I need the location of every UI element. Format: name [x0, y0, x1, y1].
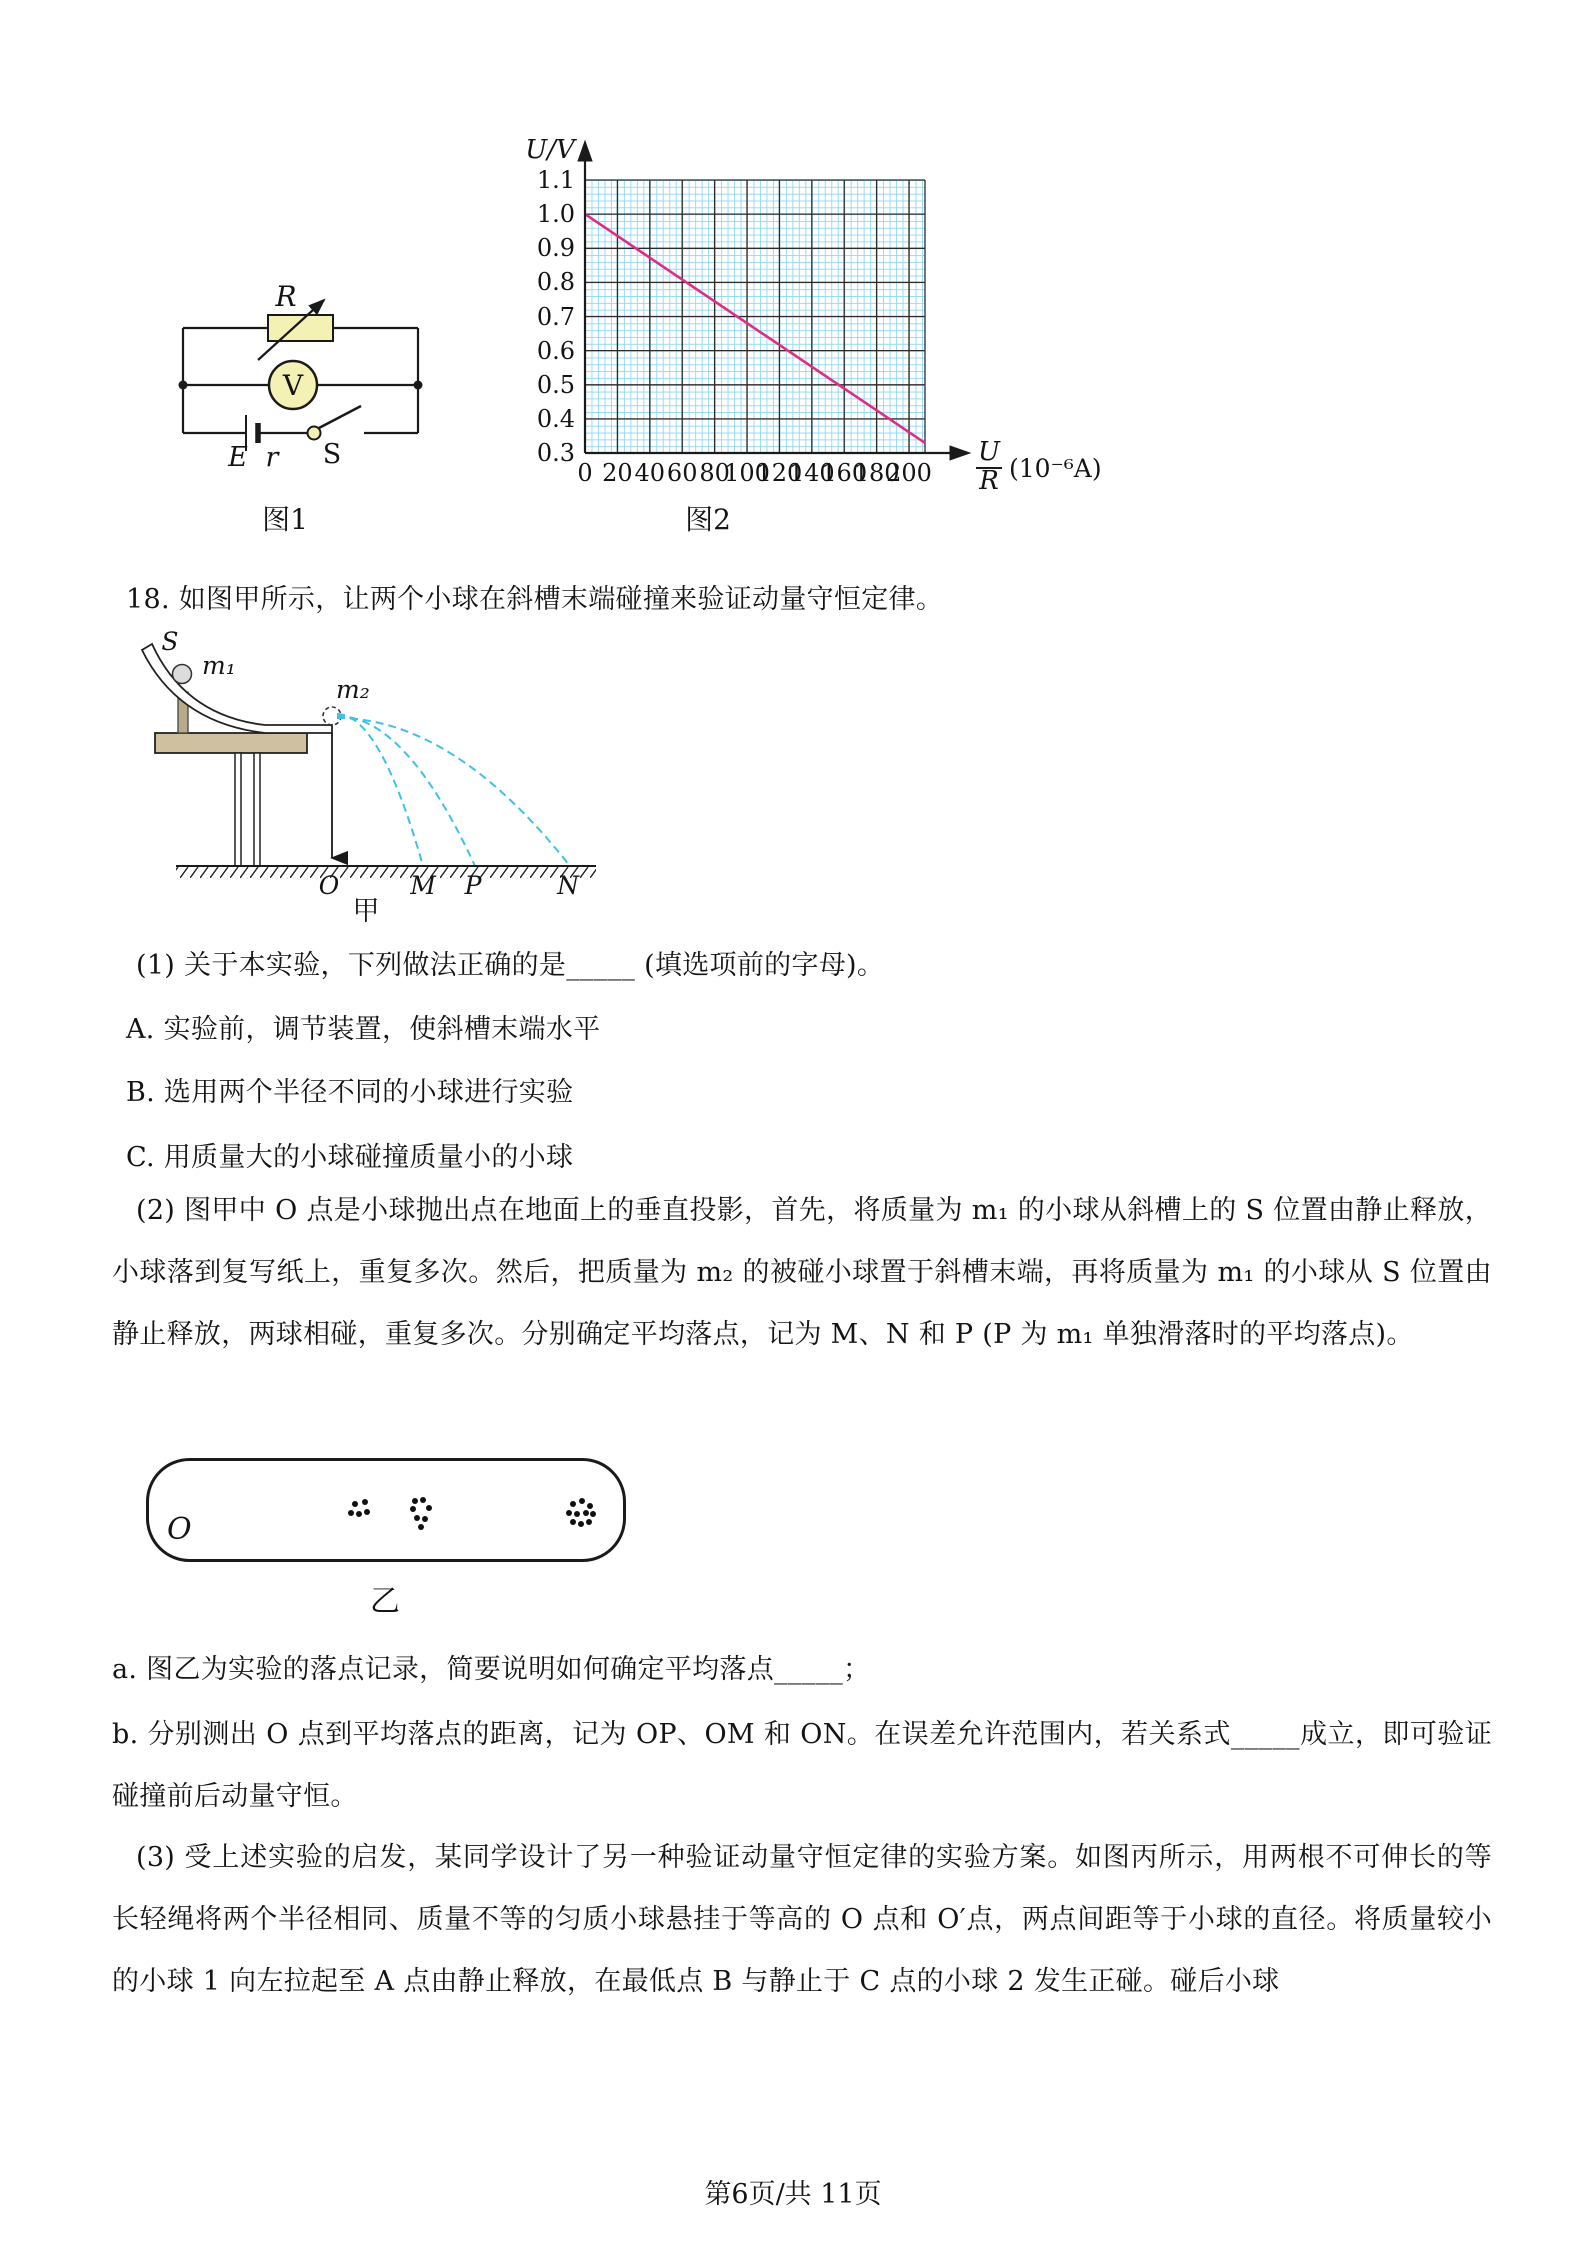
svg-text:1.0: 1.0: [536, 200, 575, 228]
svg-text:P: P: [464, 871, 482, 900]
option-b: B. 选用两个半径不同的小球进行实验: [126, 1077, 574, 1108]
option-a: A. 实验前，调节装置，使斜槽末端水平: [126, 1014, 601, 1045]
svg-text:60: 60: [666, 459, 698, 487]
origin-label: O: [167, 1512, 192, 1547]
svg-text:140: 140: [788, 459, 835, 487]
svg-text:0.5: 0.5: [536, 371, 575, 399]
part1-question: (1) 关于本实验，下列做法正确的是_____ (填选项前的字母)。: [136, 950, 885, 981]
trajectory-curves: [337, 714, 570, 866]
svg-text:0.4: 0.4: [536, 405, 575, 433]
svg-text:0.9: 0.9: [536, 234, 575, 262]
svg-text:0.6: 0.6: [536, 337, 575, 365]
svg-text:200: 200: [886, 459, 932, 487]
table-leg: [235, 753, 241, 866]
item-a: a. 图乙为实验的落点记录，简要说明如何确定平均落点_____；: [112, 1654, 871, 1685]
circuit-figure: [158, 268, 448, 498]
ball-m1: [173, 665, 192, 684]
svg-text:R: R: [979, 466, 999, 490]
table-top: [155, 733, 307, 753]
question-18-stem: 18. 如图甲所示，让两个小球在斜槽末端碰撞来验证动量守恒定律。: [126, 584, 944, 615]
record-paper-outline: [148, 1460, 625, 1561]
svg-text:100: 100: [724, 459, 770, 487]
emf-label: E: [228, 442, 248, 473]
voltmeter-label: V: [282, 369, 304, 402]
item-b: b. 分别测出 O 点到平均落点的距离，记为 OP、OM 和 ON。在误差允许范围内，若关系式_____成立，即可验证碰撞前后动量守恒。: [112, 1719, 1492, 1812]
svg-text:N: N: [557, 871, 579, 900]
svg-text:1.1: 1.1: [536, 166, 575, 194]
svg-text:0.3: 0.3: [536, 439, 575, 467]
svg-text:0: 0: [577, 459, 593, 487]
table-leg: [254, 753, 260, 866]
figure1-caption: 图1: [262, 503, 308, 536]
figure-jia-caption: 甲: [352, 896, 380, 926]
ground-hatch: [176, 867, 596, 879]
part2-paragraph: (2) 图甲中 O 点是小球抛出点在地面上的垂直投影，首先，将质量为 m₁ 的小球从斜槽上的 S 位置由静止释放，小球落到复写纸上，重复多次。然后，把质量为 m₂ 的被碰小球置于斜槽末端，再将质量为 m₁ 的小球从 S 位置由静止释放，两球相碰，重复多次。分别确定平均落点，记为 M、N 和 P (P 为 m₁ 单独滑落时的平均落点)。: [112, 1195, 1492, 1350]
switch-pivot: [308, 427, 321, 440]
svg-text:20: 20: [602, 459, 633, 487]
svg-text:120: 120: [756, 459, 803, 487]
switch-lever: [319, 406, 361, 428]
ball1-label: m₁: [202, 651, 236, 680]
figure-yi: [145, 1457, 627, 1563]
svg-text:0.8: 0.8: [536, 268, 575, 296]
junction-dot: [179, 381, 188, 390]
part3-paragraph: (3) 受上述实验的启发，某同学设计了另一种验证动量守恒定律的实验方案。如图丙所示，用两根不可伸长的等长轻绳将两个半径相同、质量不等的匀质小球悬挂于等高的 O 点和 O′点，两点间距等于小球的直径。将质量较小的小球 1 向左拉起至 A 点由静止释放，在最低点 B 与静止于 C 点的小球 2 发生正碰。碰后小球: [112, 1842, 1492, 1997]
switch-label: S: [322, 439, 342, 470]
svg-text:80: 80: [699, 459, 730, 487]
figure-jia: [130, 626, 650, 926]
svg-text:40: 40: [634, 459, 666, 487]
junction-dot: [414, 381, 423, 390]
svg-text:(10⁻⁶A): (10⁻⁶A): [1009, 454, 1102, 483]
graph-yticks: [537, 166, 575, 467]
rheostat-symbol: [268, 315, 333, 341]
graph-xlabel: [976, 437, 1102, 490]
rheostat-label: R: [275, 280, 297, 313]
svg-text:160: 160: [821, 459, 868, 487]
svg-text:O: O: [318, 871, 340, 900]
svg-text:0.7: 0.7: [536, 303, 575, 331]
release-point-label: S: [161, 627, 179, 656]
svg-text:U: U: [978, 437, 1000, 467]
curved-track: [142, 644, 332, 733]
option-c: C. 用质量大的小球碰撞质量小的小球: [126, 1142, 574, 1173]
graph-figure: [495, 130, 1155, 490]
internal-resistance-label: r: [265, 442, 279, 473]
figure-yi-caption: 乙: [370, 1584, 400, 1619]
graph-xticks: [577, 459, 932, 487]
figure2-caption: 图2: [685, 503, 731, 536]
svg-text:180: 180: [853, 459, 900, 487]
svg-text:M: M: [410, 871, 436, 900]
graph-ylabel: U/V: [525, 135, 575, 165]
ball2-label: m₂: [336, 675, 370, 704]
page-number: 第6页/共 11页: [704, 2179, 882, 2210]
